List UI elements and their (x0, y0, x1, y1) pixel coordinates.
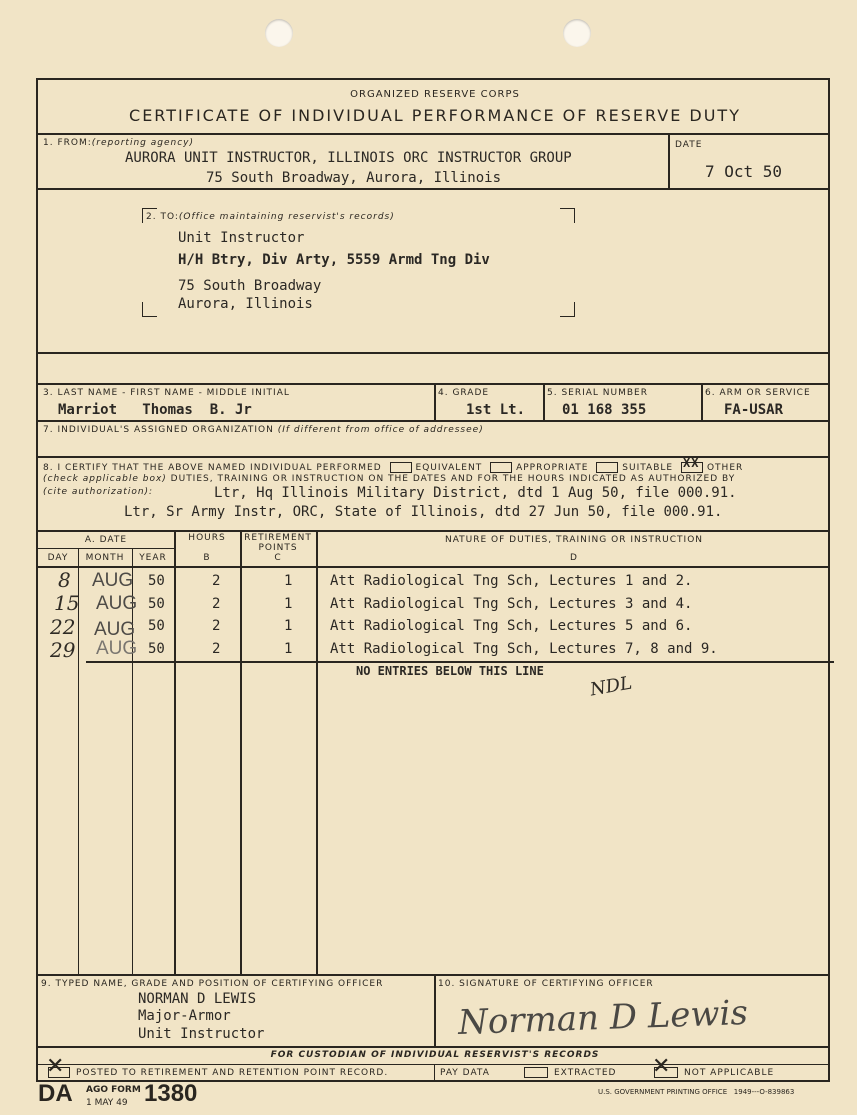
extracted-label: EXTRACTED (554, 1068, 617, 1078)
equivalent-checkbox[interactable] (390, 462, 412, 473)
to-line-4: Aurora, Illinois (178, 296, 313, 312)
arm-value: FA-USAR (724, 402, 784, 418)
appropriate-checkbox[interactable] (490, 462, 512, 473)
points-cell: 1 (284, 573, 293, 589)
points-header: RETIREMENT POINTS (244, 533, 312, 553)
month-cell: AUG (96, 638, 138, 659)
form-title: CERTIFICATE OF INDIVIDUAL PERFORMANCE OF RESERVE DUTY (129, 106, 741, 125)
other-checkbox[interactable] (681, 456, 703, 473)
name-label: 3. LAST NAME - FIRST NAME - MIDDLE INITIAL (43, 388, 290, 398)
from-label: 1. FROM:(reporting agency) (43, 138, 194, 148)
name-value: Marriot Thomas B. Jr (58, 402, 252, 418)
to-bracket-tr (560, 208, 575, 223)
points-cell: 1 (284, 618, 293, 634)
points-letter: C (274, 553, 282, 563)
hours-cell: 2 (212, 573, 221, 589)
suitable-checkbox[interactable] (596, 462, 618, 473)
to-bracket-br (560, 302, 575, 317)
month-cell: AUG (96, 593, 138, 614)
month-cell: AUG (92, 570, 134, 591)
form-number: 1380 (144, 1080, 198, 1107)
officer-grade: Major-Armor (138, 1008, 231, 1024)
hours-cell: 2 (212, 641, 221, 657)
other-checkbox-mark: XX (682, 456, 700, 470)
day-cell: 29 (50, 638, 76, 662)
to-bracket-bl (142, 302, 157, 317)
extracted-checkbox[interactable] (524, 1067, 548, 1078)
year-header: YEAR (139, 553, 167, 563)
not-applicable-label: NOT APPLICABLE (684, 1068, 775, 1078)
hours-header: HOURS (188, 533, 226, 543)
points-cell: 1 (284, 596, 293, 612)
date-value: 7 Oct 50 (705, 162, 783, 181)
initials: NDL (588, 672, 634, 701)
nature-cell: Att Radiological Tng Sch, Lectures 3 and 4. (330, 596, 693, 612)
hours-cell: 2 (212, 596, 221, 612)
form-frame (36, 78, 830, 1082)
pay-data-label: PAY DATA (440, 1068, 490, 1078)
ago-form-label: AGO FORM (86, 1085, 141, 1095)
date-group-header: A. DATE (84, 535, 128, 545)
punch-hole-right (563, 19, 591, 47)
year-cell: 50 (148, 641, 165, 657)
serial-value: 01 168 355 (562, 402, 647, 418)
officer-position: Unit Instructor (138, 1026, 265, 1042)
authorization-1: Ltr, Hq Illinois Military District, dtd 1 Aug 50, file 000.91. (214, 485, 737, 501)
nature-letter: D (570, 553, 578, 563)
nature-cell: Att Radiological Tng Sch, Lectures 5 and 6. (330, 618, 693, 634)
month-cell: AUG (94, 619, 136, 640)
year-cell: 50 (148, 573, 165, 589)
not-applicable-check-mark: ✕ (652, 1054, 671, 1079)
year-cell: 50 (148, 596, 165, 612)
nature-cell: Att Radiological Tng Sch, Lectures 1 and 2. (330, 573, 693, 589)
assigned-org-label: 7. INDIVIDUAL'S ASSIGNED ORGANIZATION (If different from office of addressee) (43, 425, 484, 435)
from-address: 75 South Broadway, Aurora, Illinois (206, 170, 502, 186)
da-mark: DA (38, 1080, 73, 1107)
day-cell: 22 (50, 615, 76, 639)
form-date: 1 MAY 49 (86, 1098, 128, 1108)
cite-note: (cite authorization): (43, 487, 154, 497)
day-cell: 15 (54, 591, 80, 615)
day-cell: 8 (58, 568, 71, 592)
certify-line-2: (check applicable box) DUTIES, TRAINING OR INSTRUCTION ON THE DATES AND FOR THE HOURS INDICATED AS AUTHORIZED BY (43, 474, 736, 484)
date-label: DATE (675, 140, 703, 150)
month-header: MONTH (85, 553, 125, 563)
arm-label: 6. ARM OR SERVICE (705, 388, 811, 398)
points-cell: 1 (284, 641, 293, 657)
to-label: 2. TO:(Office maintaining reservist's records) (146, 212, 395, 222)
posted-label: POSTED TO RETIREMENT AND RETENTION POINT RECORD. (76, 1068, 389, 1078)
from-agency: AURORA UNIT INSTRUCTOR, ILLINOIS ORC INSTRUCTOR GROUP (125, 150, 572, 166)
grade-value: 1st Lt. (466, 402, 526, 418)
posted-check-mark: ✕ (46, 1054, 65, 1079)
grade-label: 4. GRADE (438, 388, 490, 398)
printing-office: U.S. GOVERNMENT PRINTING OFFICE 1949---O-839863 (598, 1088, 795, 1096)
to-line-3: 75 South Broadway (178, 278, 322, 294)
certifying-officer-label: 9. TYPED NAME, GRADE AND POSITION OF CERTIFYING OFFICER (41, 979, 384, 989)
nature-cell: Att Radiological Tng Sch, Lectures 7, 8 and 9. (330, 641, 718, 657)
signature: Norman D Lewis (457, 992, 749, 1044)
custodian-title: FOR CUSTODIAN OF INDIVIDUAL RESERVIST'S RECORDS (270, 1050, 600, 1060)
serial-label: 5. SERIAL NUMBER (547, 388, 648, 398)
day-header: DAY (47, 553, 69, 563)
organization-header: ORGANIZED RESERVE CORPS (350, 89, 520, 100)
no-entries-note: NO ENTRIES BELOW THIS LINE (356, 664, 544, 678)
authorization-2: Ltr, Sr Army Instr, ORC, State of Illinois, dtd 27 Jun 50, file 000.91. (124, 504, 723, 520)
to-line-1: Unit Instructor (178, 230, 305, 246)
officer-name: NORMAN D LEWIS (138, 991, 257, 1007)
hours-letter: B (203, 553, 211, 563)
end-of-entries-rule (86, 661, 834, 663)
signature-label: 10. SIGNATURE OF CERTIFYING OFFICER (438, 979, 654, 989)
nature-header: NATURE OF DUTIES, TRAINING OR INSTRUCTION (444, 535, 704, 545)
year-cell: 50 (148, 618, 165, 634)
to-line-2: H/H Btry, Div Arty, 5559 Armd Tng Div (178, 252, 490, 268)
punch-hole-left (265, 19, 293, 47)
hours-cell: 2 (212, 618, 221, 634)
certify-line-1: 8. I CERTIFY THAT THE ABOVE NAMED INDIVIDUAL PERFORMED EQUIVALENT APPROPRIATE SUITABLE XX OTHER (43, 456, 744, 473)
